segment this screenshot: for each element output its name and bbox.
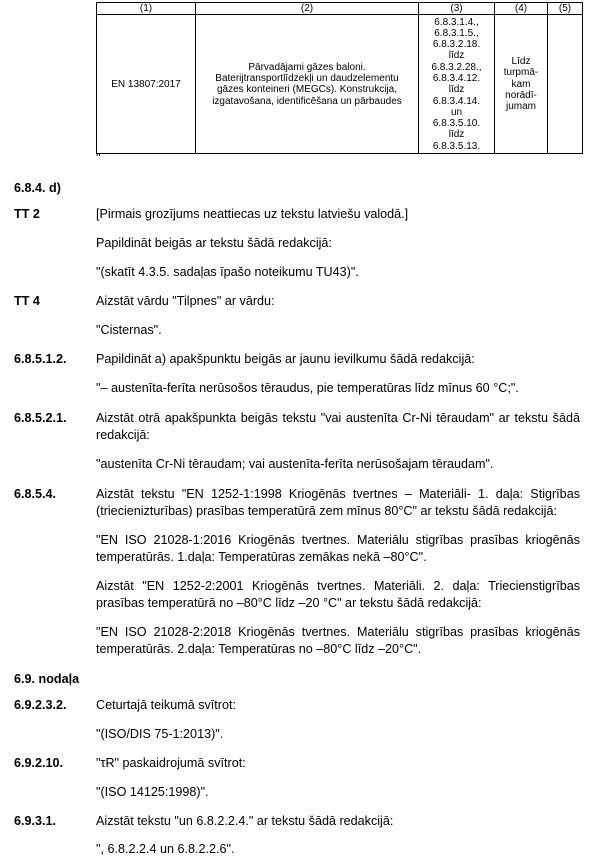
amendment-text: Ceturtajā teikumā svītrot: <box>96 698 236 712</box>
section-number: 6.8.5.1.2. <box>14 352 67 366</box>
table-header-cell: (2) <box>196 3 419 15</box>
amendment-text: "Cisternas". <box>96 323 162 337</box>
table-header-cell: (5) <box>548 3 583 15</box>
amendment-text: Papildināt beigās ar tekstu šādā redakcijā: <box>96 236 332 250</box>
section-number: 6.9. nodaļa <box>14 672 80 686</box>
amendment-text: Aizstāt otrā apakšpunkta beigās tekstu "vai austenīta Cr-Ni tēraudam" ar tekstu šādā redakcijā: <box>96 411 580 442</box>
applicability-period-cell: Līdz turpmā- kam norādī- jumam <box>495 15 548 154</box>
table-header-row <box>97 3 583 15</box>
standard-title-cell: Pārvadājami gāzes baloni. Baterijtransportlīdzekļi un daudzelementu gāzes konteineri (MEGCs). Konstrukcija, izgatavošana, identificēšana un pārbaudes <box>196 15 419 154</box>
amendment-text: Aizstāt vārdu "Tilpnes" ar vārdu: <box>96 294 275 308</box>
empty-cell <box>548 15 583 154</box>
amendment-text: "– austenīta-ferīta nerūsošos tēraudus, pie temperatūras līdz mīnus 60 °C;". <box>96 381 519 395</box>
amendment-text: "(skatīt 4.3.5. sadaļas īpašo noteikumu TU43)". <box>96 265 359 279</box>
section-number: 6.8.5.2.1. <box>14 411 67 425</box>
section-number: 6.8.4. d) <box>14 181 61 195</box>
amendment-text: "EN ISO 21028-2:2018 Kriogēnās tvertnes. Materiālu stigrības prasības kriogēnās temperatūrās. 2.daļa: Temperatūras no –80°C līdz –20°C". <box>96 625 580 656</box>
section-number: TT 2 <box>14 207 40 221</box>
table-header-cell: (1) <box>97 3 196 15</box>
amendment-text: "(ISO 14125:1998)". <box>96 785 209 799</box>
table-header-cell: (4) <box>495 3 548 15</box>
amendment-text: Aizstāt "EN 1252-2:2001 Kriogēnās tvertnes. Materiāli. 2. daļa: Triecienstigrības prasības temperatūrā no –80°C līdz –20 °C" ar tekstu šādā redakcijā: <box>96 579 580 610</box>
section-number: 6.9.2.10. <box>14 756 64 770</box>
standards-table <box>96 2 583 154</box>
standard-reference-cell: EN 13807:2017 <box>97 15 196 154</box>
table-header-cell: (3) <box>419 3 495 15</box>
section-number: TT 4 <box>14 294 40 308</box>
amendment-text: "(ISO/DIS 75-1:2013)". <box>96 727 224 741</box>
amendment-text: Papildināt a) apakšpunktu beigās ar jaunu ievilkumu šādā redakcijā: <box>96 352 475 366</box>
amendment-text: "EN ISO 21028-1:2016 Kriogēnās tvertnes. Materiālu stigrības prasības kriogēnās temperatūrās. 1.daļa: Temperatūras zemākas nekā –80°C". <box>96 533 580 564</box>
table-row <box>97 15 583 154</box>
amendment-text: Aizstāt tekstu "EN 1252-1:1998 Kriogēnās tvertnes – Materiāli- 1. daļa: Stigrības (triecienizturības) prasības temperatūrā zem mīnus 80°C" ar tekstu šādā redakcijā: <box>96 487 580 518</box>
applicable-subsections-cell: 6.8.3.1.4., 6.8.3.1.5., 6.8.3.2.18. līdz 6.8.3.2.28., 6.8.3.4.12. līdz 6.8.3.4.14. un 6.8.3.5.10. līdz 6.8.3.5.13. <box>419 15 495 154</box>
amendment-text: "austenīta Cr-Ni tēraudam; vai austenīta-ferīta nerūsošajam tēraudam". <box>96 457 494 471</box>
section-number: 6.8.5.4. <box>14 487 57 501</box>
section-number: 6.9.2.3.2. <box>14 698 67 712</box>
closing-quote: " <box>96 150 101 165</box>
amendment-text: [Pirmais grozījums neattiecas uz tekstu latviešu valodā.] <box>96 207 409 221</box>
amendment-text: ", 6.8.2.2.4 un 6.8.2.2.6". <box>96 842 235 856</box>
section-number: 6.9.3.1. <box>14 814 57 828</box>
amendment-text: Aizstāt tekstu "un 6.8.2.2.4." ar tekstu šādā redakcijā: <box>96 814 394 828</box>
amendment-text: "τR" paskaidrojumā svītrot: <box>96 756 246 770</box>
